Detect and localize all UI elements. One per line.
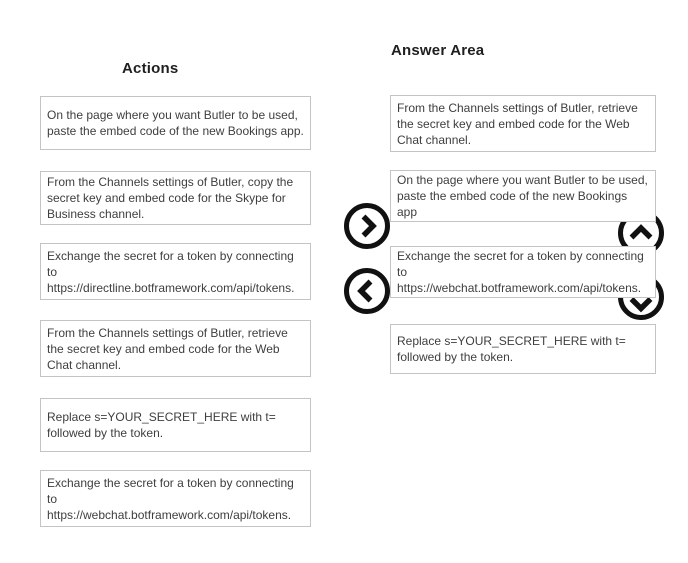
action-item-5-text: Replace s=YOUR_SECRET_HERE with t= followed by the token.: [47, 410, 276, 440]
answer-area-title: Answer Area: [391, 42, 485, 59]
answer-item-3-text: Exchange the secret for a token by connecting to https://webchat.botframework.com/api/tokens.: [397, 249, 644, 295]
answer-item-3[interactable]: [390, 246, 656, 298]
action-item-1[interactable]: [40, 96, 311, 150]
answer-item-2[interactable]: [390, 170, 656, 222]
actions-column-title: Actions: [122, 60, 179, 77]
chevron-left-icon: [344, 268, 390, 314]
action-item-6-text: Exchange the secret for a token by connecting to https://webchat.botframework.com/api/tokens.: [47, 475, 294, 522]
action-item-2[interactable]: [40, 171, 311, 225]
answer-item-4-text: Replace s=YOUR_SECRET_HERE with t= followed by the token.: [397, 334, 626, 364]
answer-item-2-text: On the page where you want Butler to be used, paste the embed code of the new Bookings app: [397, 173, 648, 219]
action-item-3[interactable]: [40, 243, 311, 300]
action-item-3-text: Exchange the secret for a token by connecting to https://directline.botframework.com/api/tokens.: [47, 248, 295, 295]
action-item-4-text: From the Channels settings of Butler, retrieve the secret key and embed code for the Web Chat channel.: [47, 325, 288, 372]
answer-item-4[interactable]: [390, 324, 656, 374]
move-right-button[interactable]: [344, 203, 390, 249]
action-item-6[interactable]: [40, 470, 311, 527]
action-item-4[interactable]: [40, 320, 311, 377]
move-left-button[interactable]: [344, 268, 390, 314]
chevron-right-icon: [344, 203, 390, 249]
answer-item-1[interactable]: [390, 95, 656, 152]
action-item-5[interactable]: [40, 398, 311, 452]
action-item-1-text: On the page where you want Butler to be used, paste the embed code of the new Bookings app.: [47, 108, 304, 138]
action-item-2-text: From the Channels settings of Butler, copy the secret key and embed code for the Skype for Business channel.: [47, 175, 294, 221]
answer-item-1-text: From the Channels settings of Butler, retrieve the secret key and embed code for the Web Chat channel.: [397, 100, 638, 147]
